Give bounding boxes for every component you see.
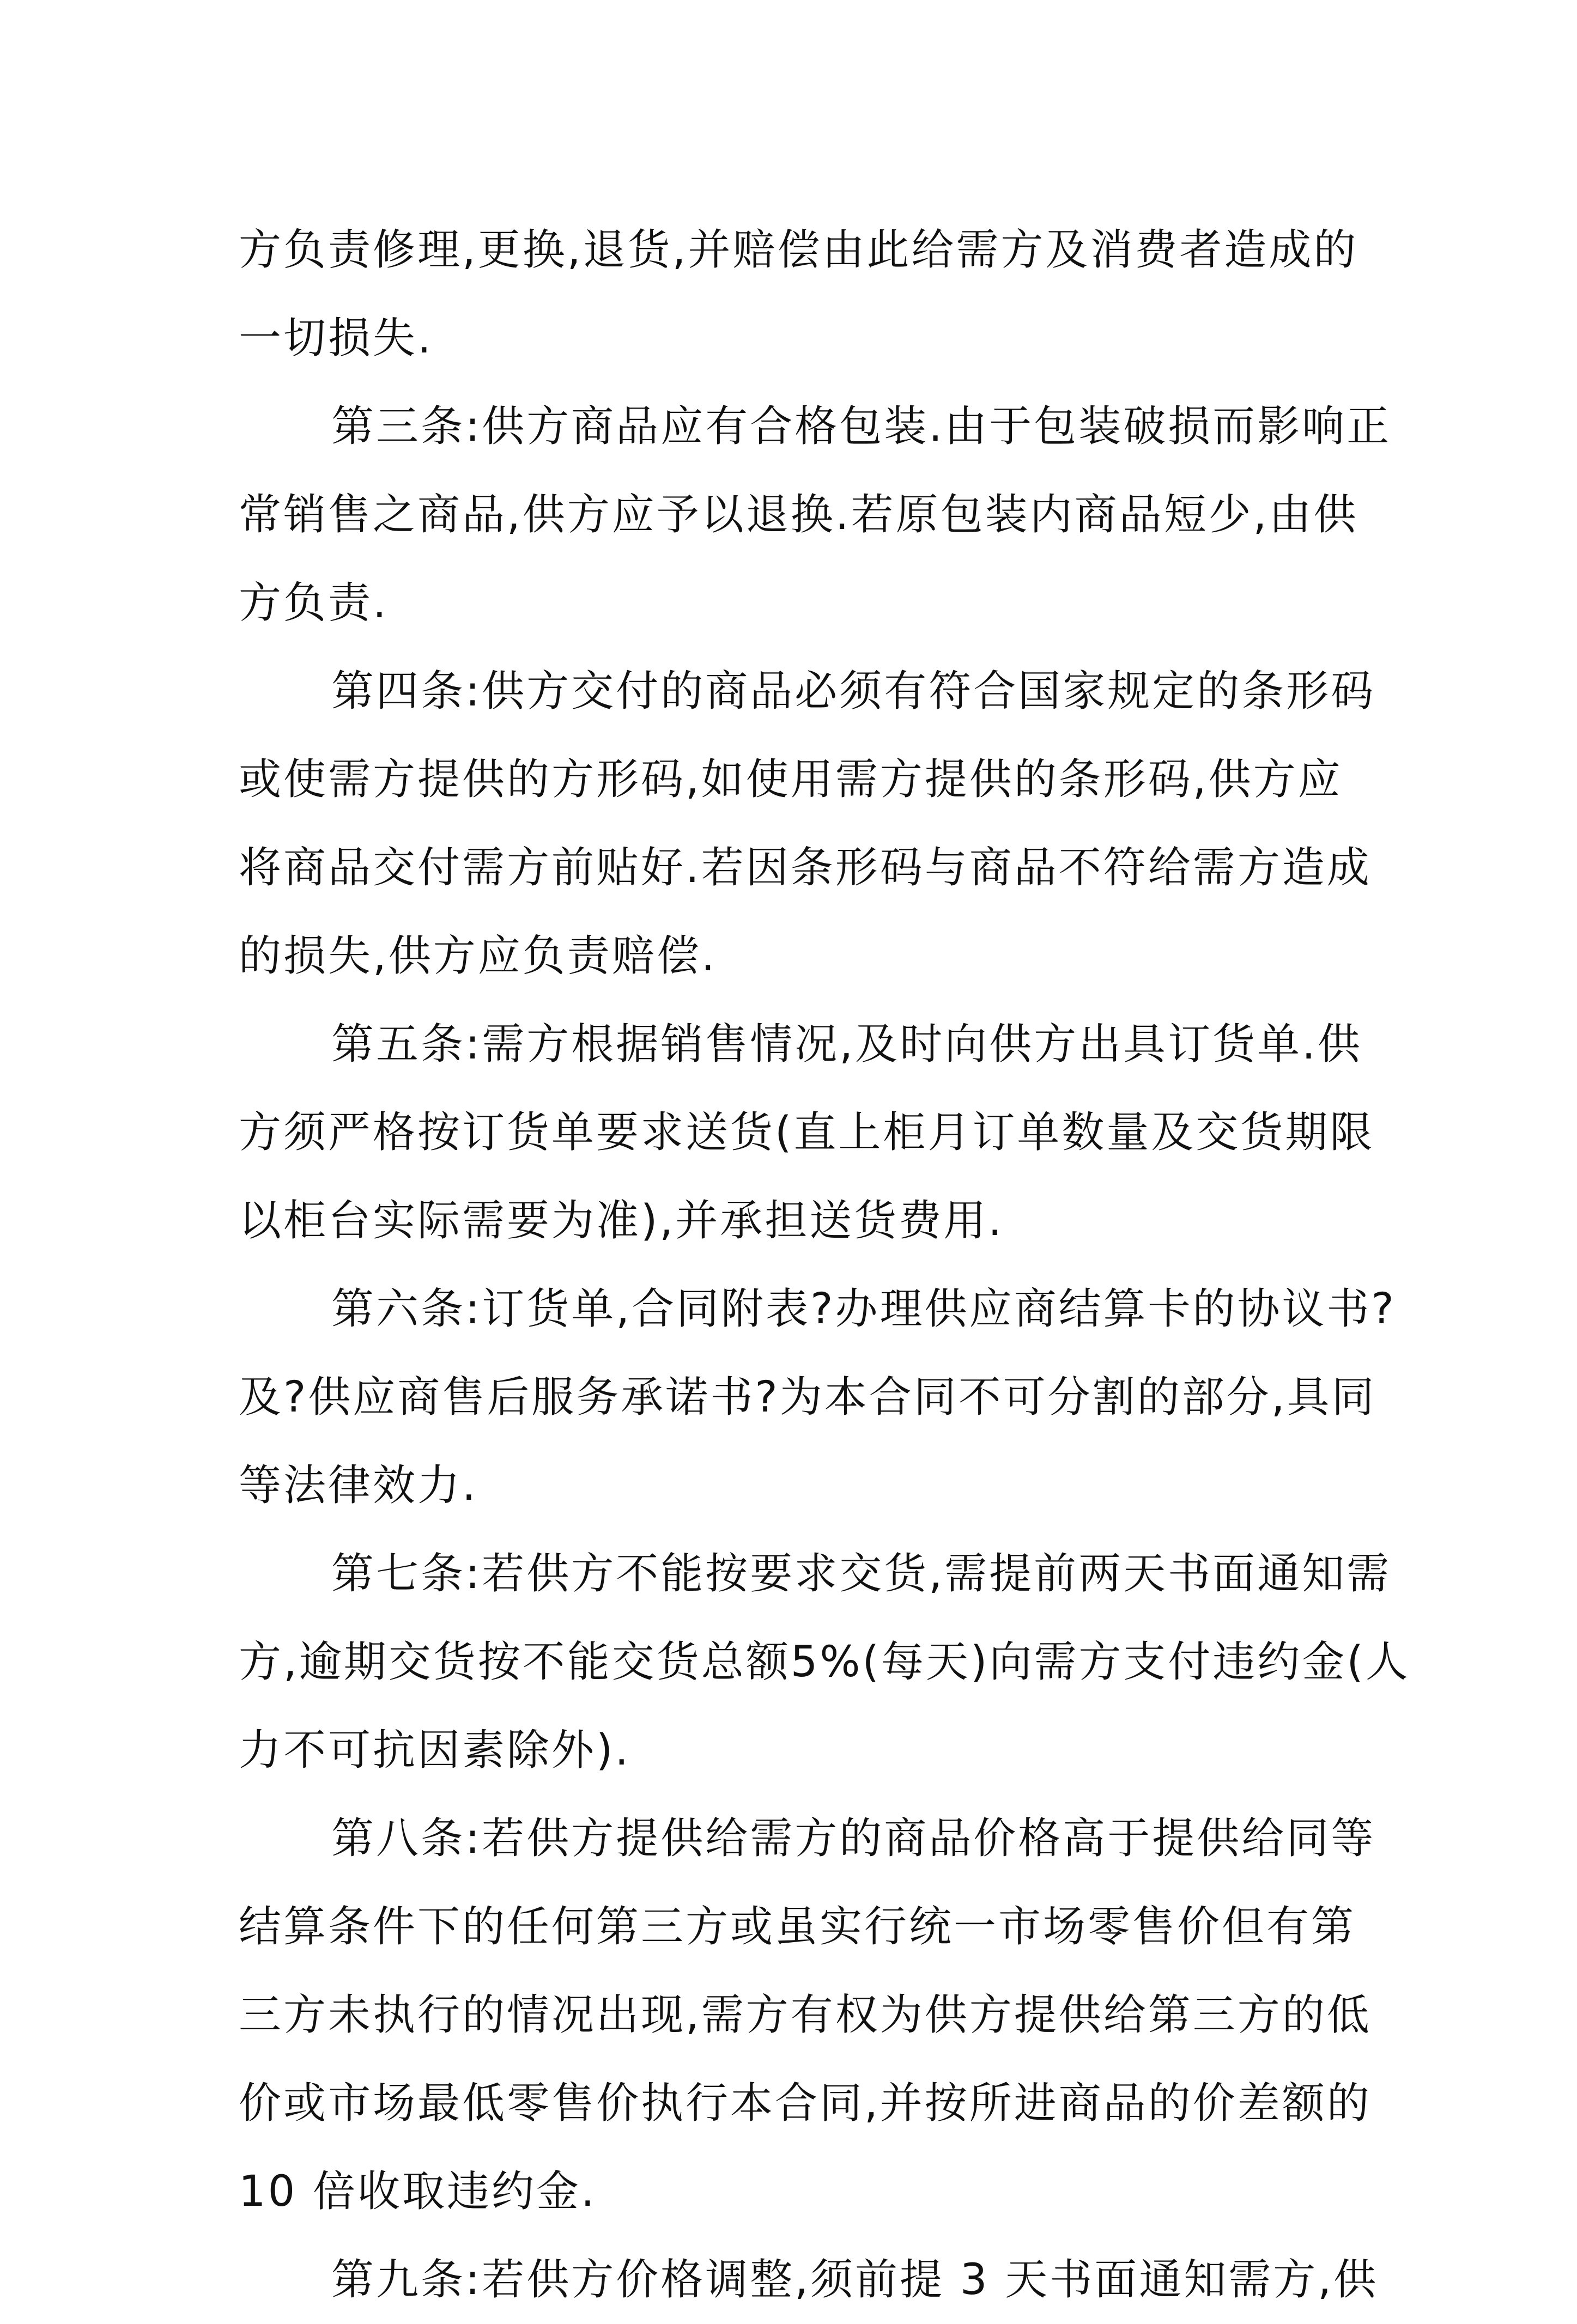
text-line: 方负责修理,更换,退货,并赔偿由此给需方及消费者造成的 (239, 226, 1358, 275)
document-body (239, 206, 1410, 2324)
text-line: 及?供应商售后服务承诺书?为本合同不可分割的部分,具同 (239, 1373, 1376, 1422)
paragraph-first-line: 第四条:供方交付的商品必须有符合国家规定的条形码 (331, 667, 1376, 716)
text-line: 等法律效力. (239, 1461, 478, 1510)
text-line: 力不可抗因素除外). (239, 1726, 631, 1775)
text-line: 结算条件下的任何第三方或虽实行统一市场零售价但有第 (239, 1902, 1356, 1951)
text-line: 10 倍收取违约金. (239, 2167, 597, 2216)
paragraph-first-line: 第五条:需方根据销售情况,及时向供方出具订货单.供 (331, 1020, 1362, 1069)
text-line: 一切损失. (239, 314, 433, 363)
text-line: 或使需方提供的方形码,如使用需方提供的条形码,供方应 (239, 755, 1343, 804)
text-line: 以柜台实际需要为准),并承担送货费用. (239, 1196, 1004, 1245)
text-line: 的损失,供方应负责赔偿. (239, 932, 717, 981)
paragraph-first-line: 第九条:若供方价格调整,须前提 3 天书面通知需方,供 (331, 2255, 1379, 2304)
paragraph-first-line: 第八条:若供方提供给需方的商品价格高于提供给同等 (331, 1814, 1376, 1863)
text-line: 常销售之商品,供方应予以退换.若原包装内商品短少,由供 (239, 490, 1358, 539)
text-line: 将商品交付需方前贴好.若因条形码与商品不符给需方造成 (239, 843, 1372, 892)
text-line: 三方未执行的情况出现,需方有权为供方提供给第三方的低 (239, 1991, 1372, 2040)
text-line: 价或市场最低零售价执行本合同,并按所进商品的价差额的 (239, 2079, 1372, 2128)
text-line: 方负责. (239, 579, 389, 628)
paragraph-first-line: 第三条:供方商品应有合格包装.由于包装破损而影响正 (331, 402, 1392, 451)
text-line: 方须严格按订货单要求送货(直上柜月订单数量及交货期限 (239, 1108, 1375, 1157)
text-line: 方,逾期交货按不能交货总额5%(每天)向需方支付违约金(人 (239, 1638, 1410, 1687)
paragraph-first-line: 第六条:订货单,合同附表?办理供应商结算卡的协议书? (331, 1285, 1396, 1334)
paragraph-first-line: 第七条:若供方不能按要求交货,需提前两天书面通知需 (331, 1549, 1392, 1598)
